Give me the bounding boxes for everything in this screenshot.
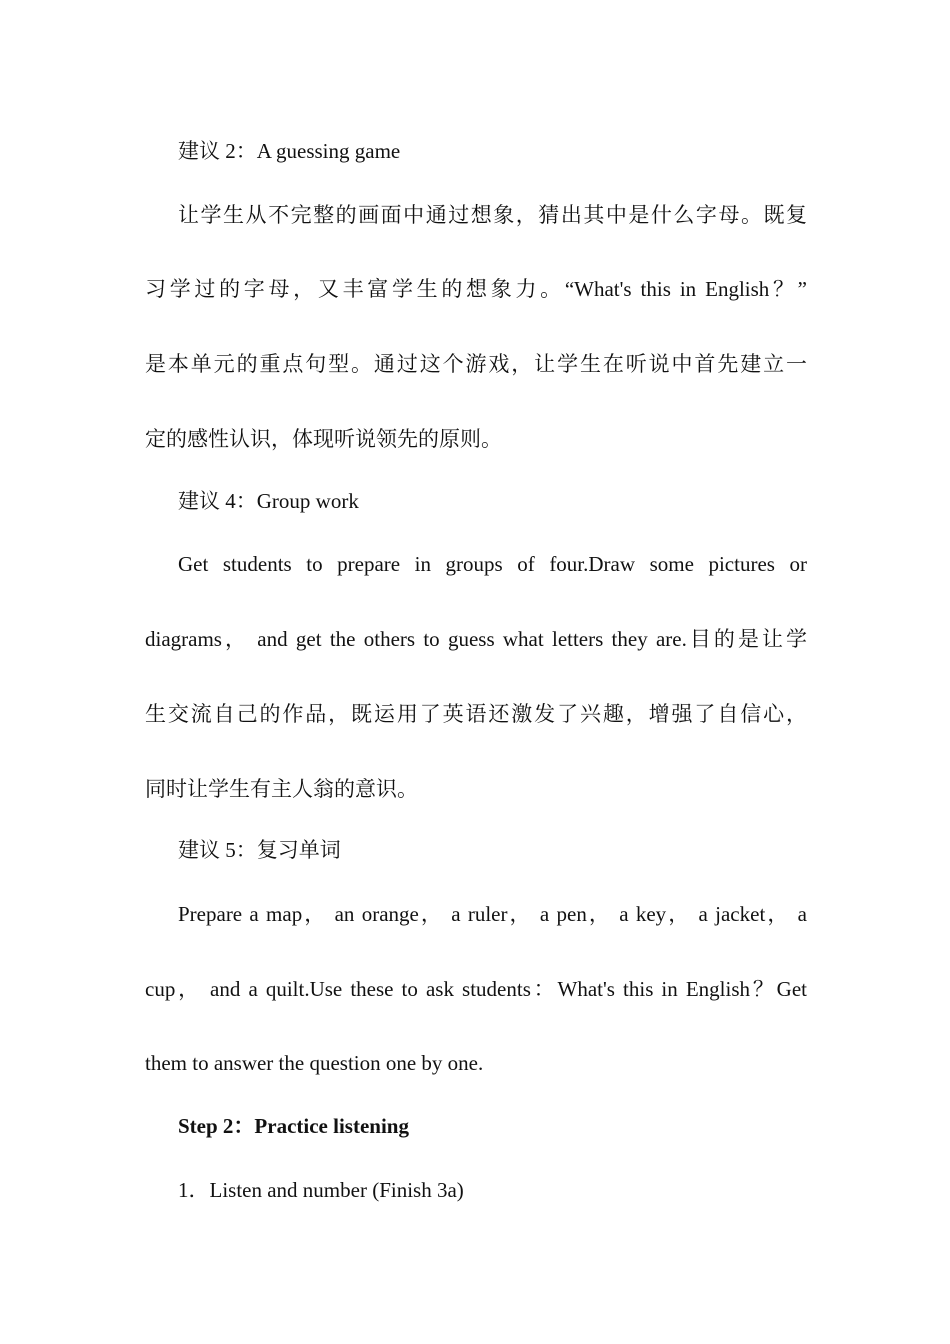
suggestion-5-heading: 建议 5：复习单词 — [178, 838, 341, 862]
paragraph-line: 习学过的字母，又丰富学生的想象力。“What's this in English？” — [145, 277, 807, 301]
paragraph-line: 生交流自己的作品，既运用了英语还激发了兴趣，增强了自信心， — [145, 702, 807, 726]
paragraph-line: Get students to prepare in groups of four.Draw some pictures or — [178, 552, 807, 576]
paragraph-line: 让学生从不完整的画面中通过想象，猜出其中是什么字母。既复 — [178, 203, 807, 227]
suggestion-4-heading: 建议 4：Group work — [178, 489, 359, 513]
paragraph-line: Prepare a map， an orange， a ruler， a pen， a key， a jacket， a — [178, 902, 807, 926]
paragraph-line: 是本单元的重点句型。通过这个游戏，让学生在听说中首先建立一 — [145, 352, 807, 376]
suggestion-2-heading: 建议 2：A guessing game — [178, 139, 401, 163]
paragraph-line: them to answer the question one by one. — [145, 1051, 484, 1075]
paragraph-line: 定的感性认识，体现听说领先的原则。 — [145, 427, 502, 451]
paragraph-line: 同时让学生有主人翁的意识。 — [145, 777, 418, 801]
step-2-heading: Step 2：Practice listening — [178, 1114, 409, 1138]
paragraph-line: diagrams， and get the others to guess what letters they are.目的是让学 — [145, 627, 807, 651]
list-item: 1．Listen and number (Finish 3a) — [178, 1178, 464, 1202]
paragraph-line: cup， and a quilt.Use these to ask students：What's this in English？Get — [145, 977, 807, 1001]
